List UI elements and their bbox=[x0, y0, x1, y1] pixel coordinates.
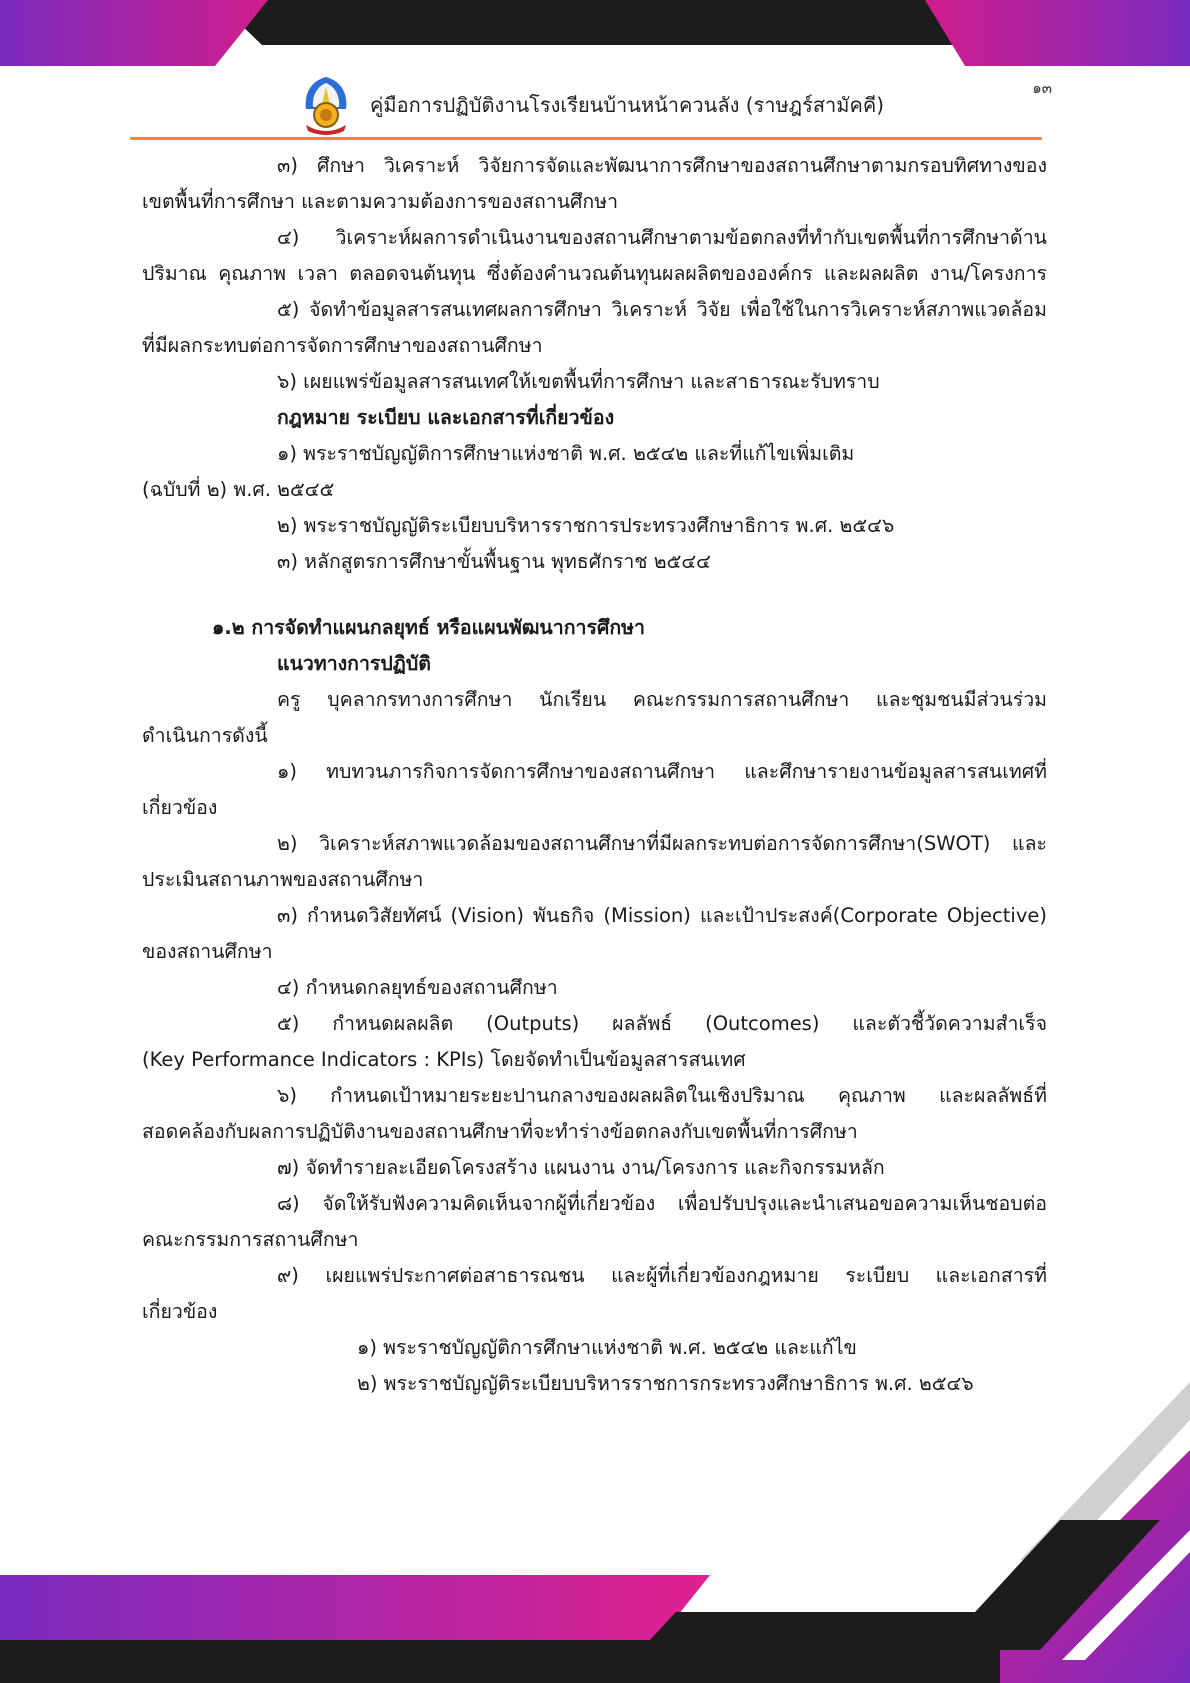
page-number: ๑๓ bbox=[1032, 79, 1052, 97]
text-line: ปริมาณ คุณภาพ เวลา ตลอดจนต้นทุน ซึ่งต้องคำนวณต้นทุนผลผลิตขององค์กร และผลผลิต งาน/โครงการ bbox=[142, 262, 1047, 285]
school-emblem-icon bbox=[300, 75, 352, 135]
text-line: ๑) พระราชบัญญัติการศึกษาแห่งชาติ พ.ศ. ๒๕๔๒ และที่แก้ไขเพิ่มเติม bbox=[277, 442, 855, 465]
text-line: ดำเนินการดังนี้ bbox=[142, 724, 268, 747]
text-line: ๓) หลักสูตรการศึกษาขั้นพื้นฐาน พุทธศักราช ๒๕๔๔ bbox=[277, 550, 711, 573]
text-line: (Key Performance Indicators : KPIs) โดยจัดทำเป็นข้อมูลสารสนเทศ bbox=[142, 1048, 746, 1071]
page-header bbox=[300, 74, 884, 136]
top-right-gradient bbox=[925, 0, 1190, 66]
document-body bbox=[142, 148, 1047, 1402]
text-line: ครู บุคลากรทางการศึกษา นักเรียน คณะกรรมการสถานศึกษา และชุมชนมีส่วนร่วม bbox=[277, 688, 1047, 711]
text-line: คณะกรรมการสถานศึกษา bbox=[142, 1228, 359, 1251]
section-heading: ๑.๒ การจัดทำแผนกลยุทธ์ หรือแผนพัฒนาการศึกษา bbox=[212, 616, 645, 639]
header-divider bbox=[130, 137, 1042, 140]
text-line: ที่มีผลกระทบต่อการจัดการศึกษาของสถานศึกษา bbox=[142, 334, 543, 357]
text-line: เกี่ยวข้อง bbox=[142, 1300, 218, 1323]
text-line: ๙) เผยแพร่ประกาศต่อสาธารณชน และผู้ที่เกี่ยวข้องกฎหมาย ระเบียบ และเอกสารที่ bbox=[277, 1264, 1047, 1287]
text-line: ๗) จัดทำรายละเอียดโครงสร้าง แผนงาน งาน/โครงการ และกิจกรรมหลัก bbox=[277, 1156, 885, 1179]
text-line: ๖) เผยแพร่ข้อมูลสารสนเทศให้เขตพื้นที่การศึกษา และสาธารณะรับทราบ bbox=[277, 370, 880, 393]
text-line: เขตพื้นที่การศึกษา และตามความต้องการของสถานศึกษา bbox=[142, 190, 619, 213]
bottom-gradient-overlap bbox=[0, 1575, 710, 1640]
text-line: ๘) จัดให้รับฟังความคิดเห็นจากผู้ที่เกี่ยวข้อง เพื่อปรับปรุงและนำเสนอขอความเห็นชอบต่อ bbox=[277, 1192, 1047, 1215]
text-line: ของสถานศึกษา bbox=[142, 940, 273, 963]
text-line: ๓) กำหนดวิสัยทัศน์ (Vision) พันธกิจ (Mission) และเป้าประสงค์(Corporate Objective) bbox=[277, 904, 1047, 927]
text-line: (ฉบับที่ ๒) พ.ศ. ๒๕๔๕ bbox=[142, 478, 335, 501]
text-line: ๒) พระราชบัญญัติระเบียบบริหารราชการประทรวงศึกษาธิการ พ.ศ. ๒๕๔๖ bbox=[277, 514, 895, 537]
text-line: ๑) ทบทวนภารกิจการจัดการศึกษาของสถานศึกษา และศึกษารายงานข้อมูลสารสนเทศที่ bbox=[277, 760, 1047, 783]
text-line: ๕) กำหนดผลผลิต (Outputs) ผลลัพธ์ (Outcomes) และตัวชี้วัดความสำเร็จ bbox=[277, 1012, 1047, 1035]
text-line: ๑) พระราชบัญญัติการศึกษาแห่งชาติ พ.ศ. ๒๕๔๒ และแก้ไข bbox=[357, 1336, 857, 1359]
top-dark-band bbox=[215, 0, 1000, 45]
section-subheading: กฎหมาย ระเบียบ และเอกสารที่เกี่ยวข้อง bbox=[277, 406, 615, 429]
text-line: ๓) ศึกษา วิเคราะห์ วิจัยการจัดและพัฒนาการศึกษาของสถานศึกษาตามกรอบทิศทางของ bbox=[277, 154, 1047, 177]
header-title: คู่มือการปฏิบัติงานโรงเรียนบ้านหน้าควนลัง (ราษฎร์สามัคคี) bbox=[370, 93, 885, 117]
top-left-gradient bbox=[0, 0, 268, 66]
text-line: ๒) พระราชบัญญัติระเบียบบริหารราชการกระทรวงศึกษาธิการ พ.ศ. ๒๕๔๖ bbox=[357, 1372, 974, 1395]
text-line: ๒) วิเคราะห์สภาพแวดล้อมของสถานศึกษาที่มีผลกระทบต่อการจัดการศึกษา(SWOT) และ bbox=[277, 832, 1047, 855]
section-subheading: แนวทางการปฏิบัติ bbox=[277, 652, 431, 675]
text-line: ๕) จัดทำข้อมูลสารสนเทศผลการศึกษา วิเคราะห์ วิจัย เพื่อใช้ในการวิเคราะห์สภาพแวดล้อม bbox=[277, 298, 1047, 321]
text-line: ๖) กำหนดเป้าหมายระยะปานกลางของผลผลิตในเชิงปริมาณ คุณภาพ และผลลัพธ์ที่ bbox=[277, 1084, 1047, 1107]
text-line: ๔) กำหนดกลยุทธ์ของสถานศึกษา bbox=[277, 976, 558, 999]
text-line: ๔) วิเคราะห์ผลการดำเนินงานของสถานศึกษาตามข้อตกลงที่ทำกับเขตพื้นที่การศึกษาด้าน bbox=[277, 226, 1047, 249]
text-line: เกี่ยวข้อง bbox=[142, 796, 218, 819]
text-line: ประเมินสถานภาพของสถานศึกษา bbox=[142, 868, 424, 891]
text-line: สอดคล้องกับผลการปฏิบัติงานของสถานศึกษาที่จะทำร่างข้อตกลงกับเขตพื้นที่การศึกษา bbox=[142, 1120, 858, 1143]
